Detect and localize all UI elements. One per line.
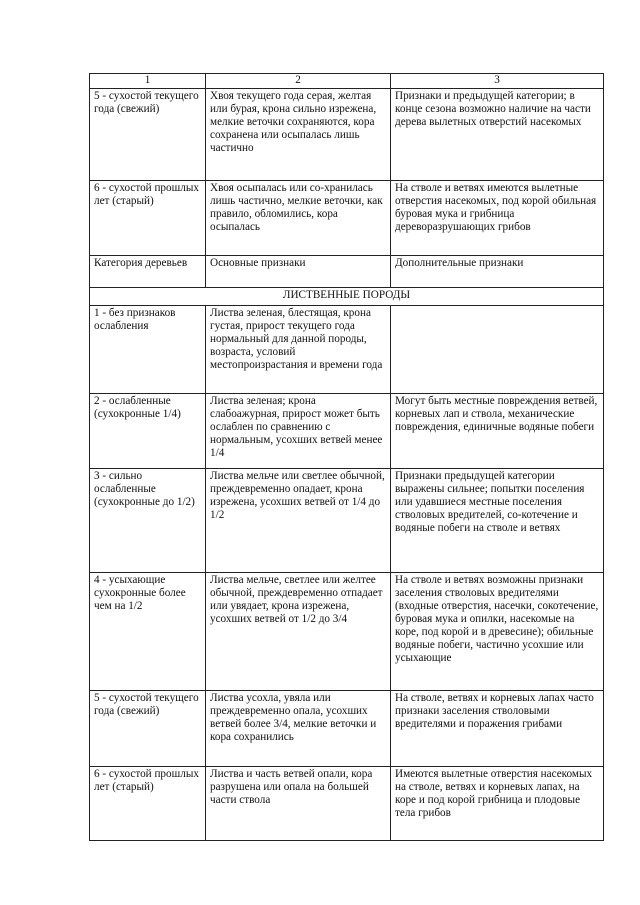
section-row xyxy=(90,288,604,306)
main-signs-cell: Хвоя текущего года серая, желтая или бурая, крона сильно изрежена, мелкие веточки сохраняются, кора сохранена или осыпалась лишь частично xyxy=(206,89,391,181)
table-row xyxy=(90,691,604,767)
column-number-1: 1 xyxy=(90,74,206,89)
main-signs-cell: Листва и часть ветвей опали, кора разрушена или опала на большей части ствола xyxy=(206,767,391,841)
category-cell: 3 - сильно ослабленные (сухокронные до 1/2) xyxy=(90,469,206,573)
table-row xyxy=(90,394,604,469)
header-main-signs: Основные признаки xyxy=(206,256,391,288)
header-additional-signs: Дополнительные признаки xyxy=(391,256,604,288)
main-signs-cell: Листва зеленая, блестящая, крона густая, прирост текущего года нормальный для данной породы, возраста, условий местопроизрастания и времени года xyxy=(206,306,391,394)
main-signs-cell: Хвоя осыпалась или со-хранилась лишь частично, мелкие веточки, как правило, обломились, кора осыпалась xyxy=(206,181,391,256)
column-number-2: 2 xyxy=(206,74,391,89)
category-cell: 1 - без признаков ослабления xyxy=(90,306,206,394)
category-cell: 5 - сухостой текущего года (свежий) xyxy=(90,89,206,181)
header-category: Категория деревьев xyxy=(90,256,206,288)
additional-signs-cell: На стволе, ветвях и корневых лапах часто признаки заселения стволовыми вредителями и поражения грибами xyxy=(391,691,604,767)
additional-signs-cell: Признаки и предыдущей категории; в конце сезона возможно наличие на части дерева вылетных отверстий насекомых xyxy=(391,89,604,181)
main-signs-cell: Листва мельче, светлее или желтее обычной, преждевременно отпадает или увядает, крона изрежена, усохших ветвей от 1/2 до 3/4 xyxy=(206,573,391,691)
column-number-3: 3 xyxy=(391,74,604,89)
main-signs-cell: Листва мельче или светлее обычной, преждевременно опадает, крона изрежена, усохших ветвей от 1/4 до 1/2 xyxy=(206,469,391,573)
category-cell: 5 - сухостой текущего года (свежий) xyxy=(90,691,206,767)
category-cell: 4 - усыхающие сухокронные более чем на 1/2 xyxy=(90,573,206,691)
category-cell: 6 - сухостой прошлых лет (старый) xyxy=(90,181,206,256)
table-row xyxy=(90,306,604,394)
main-signs-cell: Листва усохла, увяла или преждевременно опала, усохших ветвей более 3/4, мелкие веточки и кора сохранились xyxy=(206,691,391,767)
additional-signs-cell xyxy=(391,306,604,394)
tree-condition-table xyxy=(89,73,604,841)
category-cell: 2 - ослабленные (сухокронные 1/4) xyxy=(90,394,206,469)
additional-signs-cell: На стволе и ветвях возможны признаки заселения стволовых вредителями (входные отверстия, насечки, сокотечение, буровая мука и опилки, насекомые на коре, под корой и в древесине); обильные водяные побеги, частично усохшие или усыхающие xyxy=(391,573,604,691)
table-row xyxy=(90,89,604,181)
table-row xyxy=(90,573,604,691)
category-cell: 6 - сухостой прошлых лет (старый) xyxy=(90,767,206,841)
table-row xyxy=(90,767,604,841)
additional-signs-cell: Могут быть местные повреждения ветвей, корневых лап и ствола, механические повреждения, единичные водяные побеги xyxy=(391,394,604,469)
additional-signs-cell: Имеются вылетные отверстия насекомых на стволе, ветвях и корневых лапах, на коре и под корой грибница и плодовые тела грибов xyxy=(391,767,604,841)
additional-signs-cell: На стволе и ветвях имеются вылетные отверстия насекомых, под корой обильная буровая мука и грибница дереворазрушающих грибов xyxy=(391,181,604,256)
section-title: ЛИСТВЕННЫЕ ПОРОДЫ xyxy=(90,288,604,306)
header-row xyxy=(90,256,604,288)
main-signs-cell: Листва зеленая; крона слабоажурная, прирост может быть ослаблен по сравнению с нормальным, усохших ветвей менее 1/4 xyxy=(206,394,391,469)
additional-signs-cell: Признаки предыдущей категории выражены сильнее; попытки поселения или удавшиеся местные поселения стволовых вредителей, со-котечение и водяные побеги на стволе и ветвях xyxy=(391,469,604,573)
table-row xyxy=(90,469,604,573)
column-number-row xyxy=(90,74,604,89)
table-row xyxy=(90,181,604,256)
